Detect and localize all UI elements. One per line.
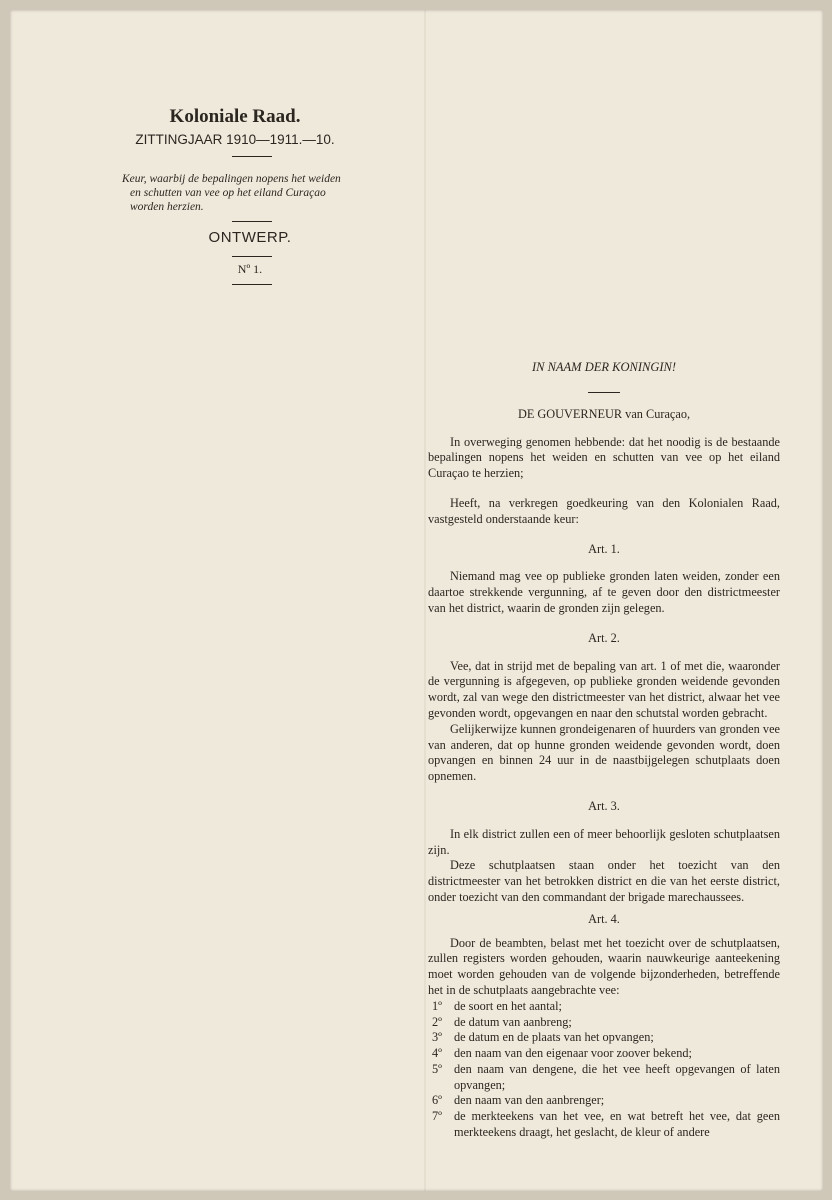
subject-line: Keur, waarbij de bepalingen nopens het weiden [122, 173, 341, 185]
list-number: 2º [432, 1014, 442, 1029]
governor-line: DE GOUVERNEUR van Curaçao, [517, 406, 691, 421]
list-item [428, 1030, 780, 1046]
list-text: den naam van den aanbrenger; [454, 1093, 605, 1108]
list-number: 1º [432, 998, 442, 1013]
list-number: 4º [432, 1046, 442, 1061]
article-heading: Art. 2. [588, 630, 620, 645]
article-heading: Art. 4. [588, 911, 620, 926]
session-year: ZITTINGJAAR 1910—1911.—10. [135, 132, 335, 147]
article-paragraph: Niemand mag vee op publieke gronden laten weiden, zonder een daartoe strekkende vergunning, af te geven door den districtmeester van het district, waarin de gronden zijn gelegen. [428, 569, 780, 615]
list-number: 3º [432, 1030, 442, 1045]
list-item [428, 999, 780, 1015]
article-paragraph: Door de beambten, belast met het toezicht over de schutplaatsen, zullen registers worden gehouden, waarin nauwkeurige aanteekening moet worden gehouden van de volgende bijzonderheden, betreffende het in de schutplaats aangebrachte vee: [428, 935, 780, 997]
list-text: de merkteekens van het vee, en wat betreft het vee, dat geen merkteekens draagt, het geslacht, de kleur of andere [454, 1109, 780, 1140]
list-text: de soort en het aantal; [454, 998, 562, 1013]
list-item [428, 1109, 780, 1141]
list-number: 6º [432, 1093, 442, 1108]
draft-label: ONTWERP. [208, 229, 292, 246]
document-page [10, 10, 823, 1191]
ordinance-subject [122, 172, 390, 214]
considering-paragraph: In overweging genomen hebbende: dat het noodig is de bestaande bepalingen nopens het weiden en schutten van vee op het eiland Curaçao te herzien; [428, 434, 780, 481]
article-heading: Art. 1. [588, 541, 620, 556]
article-paragraph: Vee, dat in strijd met de bepaling van art. 1 of met die, waaronder de vergunning is afgegeven, op publieke gronden weidende gevonden wordt, zal van wege den districtmeester van het district, alwaar het vee gevonden wordt, opgevangen en naar den schutstal worden gebracht. [428, 658, 780, 720]
list-item [428, 1093, 780, 1109]
divider [232, 256, 272, 257]
list-number: 7º [432, 1109, 442, 1124]
list-item [428, 1062, 780, 1094]
divider [232, 284, 272, 285]
article-paragraph: In elk district zullen een of meer behoorlijk gesloten schutplaatsen zijn. [428, 826, 780, 857]
page-fold [424, 10, 426, 1191]
article-paragraph: Deze schutplaatsen staan onder het toezicht van den districtmeester van het betrokken district en die van het eerste district, onder toezicht van den commandant der brigade marechaussees. [428, 858, 780, 904]
draft-number: Nº 1. [237, 262, 263, 276]
ordinance-text [428, 360, 780, 1141]
list-number: 5º [432, 1061, 442, 1076]
list-text: den naam van den eigenaar voor zoover bekend; [454, 1046, 692, 1061]
enacted-paragraph: Heeft, na verkregen goedkeuring van den Kolonialen Raad, vastgesteld onderstaande keur: [428, 495, 780, 526]
list-text: de datum van aanbreng; [454, 1014, 572, 1029]
divider [232, 221, 272, 222]
subject-line: en schutten van vee op het eiland Curaçao [130, 187, 326, 199]
article-heading: Art. 3. [588, 798, 620, 813]
council-title: Koloniale Raad. [169, 106, 301, 127]
divider [232, 156, 272, 157]
register-list [428, 999, 780, 1141]
list-item [428, 1046, 780, 1062]
preamble: IN NAAM DER KONINGIN! [531, 360, 677, 374]
list-text: de datum en de plaats van het opvangen; [454, 1030, 654, 1045]
list-item [428, 1015, 780, 1031]
article-paragraph: Gelijkerwijze kunnen grondeigenaren of huurders van gronden vee van anderen, dat op hunne gronden weidende gevonden wordt, doen opvangen en binnen 24 uur in de naastbijgelegen schutplaats doen opnemen. [428, 721, 780, 784]
subject-line: worden herzien. [130, 201, 204, 213]
list-text: den naam van dengene, die het vee heeft opgevangen of laten opvangen; [454, 1061, 780, 1092]
divider [588, 392, 620, 393]
